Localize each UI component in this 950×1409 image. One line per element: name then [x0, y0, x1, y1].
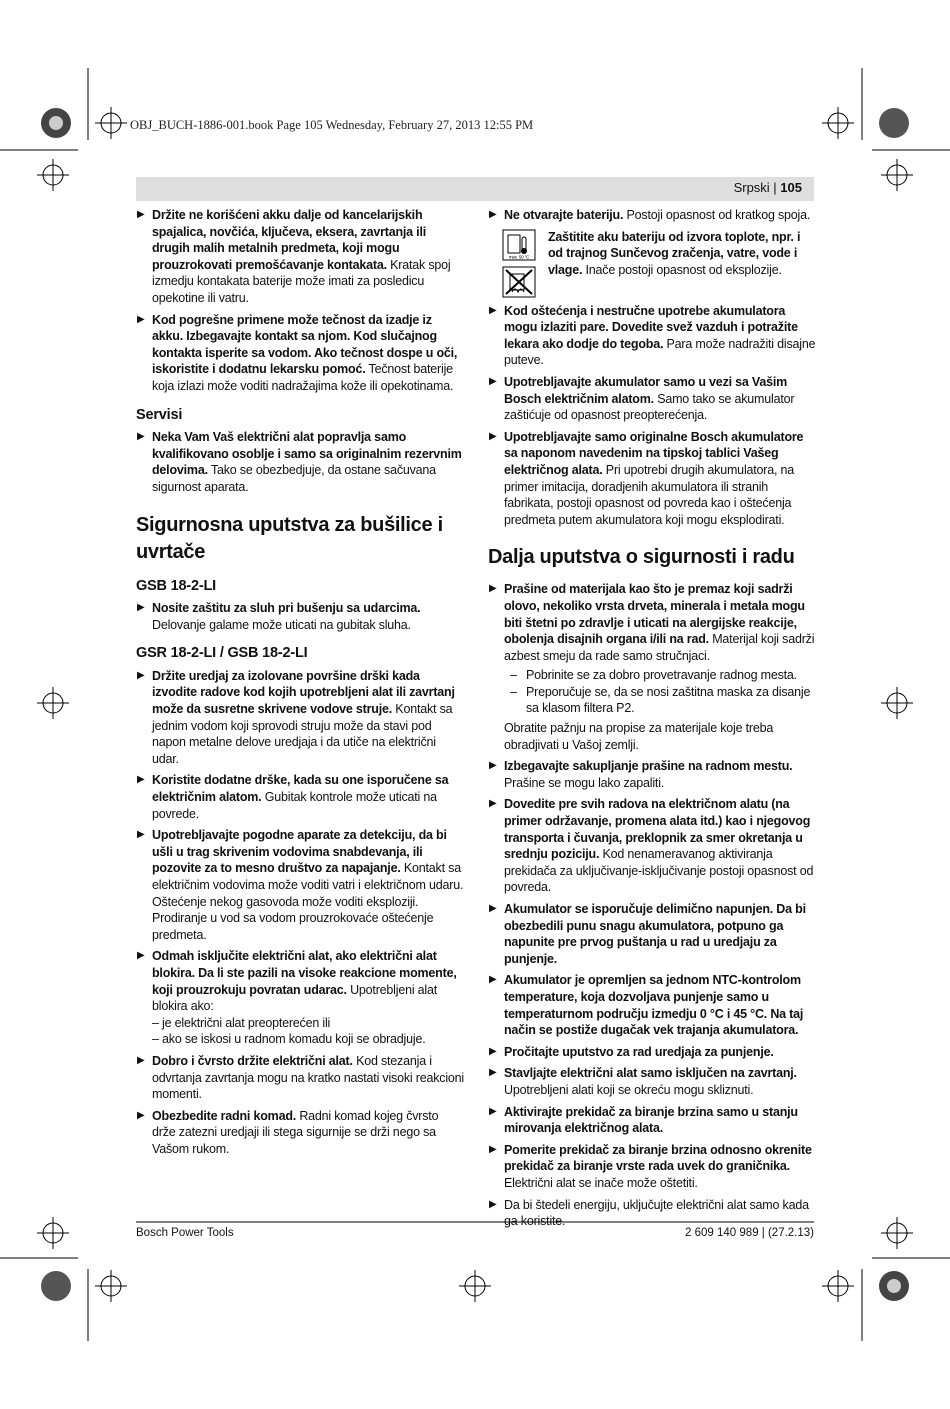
bullet: ▶ Kod pogrešne primene može tečnost da izadje iz akku. Izbegavajte kontakt sa njom. Kod slučajnog kontakta isperite sa vodom. Ako tečnost dospe u oči, iskoristite i dodatnu lekarsku pomoć. Tečnost baterije koja izlazi može voditi nadražajima kože ili opekotinama.: [137, 312, 458, 393]
arrow-icon: ▶: [137, 669, 145, 681]
arrow-icon: ▶: [489, 430, 497, 442]
svg-text:max. 50 °C: max. 50 °C: [508, 254, 530, 260]
arrow-icon: ▶: [137, 313, 145, 325]
page-number: 105: [780, 180, 802, 195]
bullet: ▶ Upotrebljavajte pogodne aparate za detekciju, da bi ušli u trag skrivenim vodovima snabdevanja, ili pozovite za to mesno društvo za napajanje. Kontakt sa električnim vodovima može voditi vatri i električnom udaru. Oštećenje nekog gasovoda može voditi eksploziji. Prodiranje u vod sa vodom prouzrokovaće oštećenje predmeta.: [137, 828, 464, 942]
arrow-icon: ▶: [489, 209, 497, 220]
bullet: ▶ Obezbedite radni komad. Radni komad kojeg čvrsto drže zatezni uredjaji ili stega sigurnije se drži nego sa Vašom rukom.: [137, 1108, 439, 1156]
heading-sigurnosna: Sigurnosna uputstva za bušilice i uvrtače: [136, 513, 443, 563]
bullet: ▶ Izbegavajte sakupljanje prašine na radnom mestu. Prašine se mogu lako zapaliti.: [489, 759, 793, 790]
page-header: [734, 180, 814, 195]
left-column: [136, 207, 464, 1163]
bullet: ▶ Akumulator se isporučuje delimično napunjen. Da bi obezbedili punu snagu akumulatora, potpuno ga napunite pre prvog puštanja u rad u uredjaju za punjenje.: [489, 902, 806, 966]
right-column: [488, 207, 816, 1235]
arrow-icon: ▶: [489, 1143, 497, 1155]
arrow-icon: ▶: [489, 1105, 497, 1117]
bullet: ▶ Pročitajte uputstvo za rad uredjaja za punjenje.: [489, 1044, 774, 1059]
file-slug: OBJ_BUCH-1886-001.book Page 105 Wednesday, February 27, 2013 12:55 PM: [130, 118, 534, 132]
bullet: ▶ Prašine od materijala kao što je premaz koji sadrži olovo, nekoliko vrsta drveta, minerala i metala mogu biti štetni po zdravlje i uticati na alergijske reakcije, obolenja disajnih organa i/ili na rad. Materijal koji sadrži azbest smeju da rade samo stručnjaci.: [489, 582, 815, 663]
heading-gsb: GSB 18-2-LI: [136, 577, 216, 594]
arrow-icon: ▶: [137, 209, 145, 220]
arrow-icon: ▶: [137, 1109, 145, 1121]
warning-block: max. 50 °C Zaštitite aku bateriju od izvora toplote, npr. i od trajnog Sunčevog zračenja, vatre, vode i vlage. Inače postoji opasnost od eksplozije.: [488, 229, 816, 295]
page-header-bar: [136, 177, 814, 201]
footer-left: Bosch Power Tools: [136, 1227, 234, 1239]
note: Obratite pažnju na propise za materijale koje treba obradjivati u Vašoj zemlji.: [504, 721, 774, 752]
footer-right: 2 609 140 989 | (27.2.13): [685, 1227, 814, 1239]
bullet: ▶ Neka Vam Vaš električni alat popravlja samo kvalifikovano osoblje i samo sa originalnim rezervnim delovima. Tako se obezbedjuje, da ostane sačuvana sigurnost aparata.: [137, 430, 462, 494]
bullet: ▶ Dobro i čvrsto držite električni alat. Kod stezanja i odvrtanja zavrtanja mogu na kratko nastati visoki reakcioni momenti.: [137, 1053, 464, 1102]
heading-gsr: GSR 18-2-LI / GSB 18-2-LI: [136, 645, 308, 662]
arrow-icon: ▶: [137, 829, 145, 841]
bullet: ▶ Kod oštećenja i nestručne upotrebe akumulatora mogu izlaziti pare. Dovedite svež vazduh i potražite lekara ako dodje do tegoba. Para može nadražiti disajne puteve.: [489, 303, 816, 368]
bullet: ▶ Držite uredjaj za izolovane površine drški kada izvodite radove kod kojih upotrebljeni alat ili zavrtanj može da susretne skrivene vodove struje. Kontakt sa jednim vodom koji sprovodi struju može da stavi pod napon metalne delove uredjaja i da utiče na električni udar.: [137, 668, 455, 766]
warning-icons: [502, 229, 538, 303]
arrow-icon: ▶: [137, 602, 145, 614]
arrow-icon: ▶: [489, 583, 497, 595]
bullet: ▶ Upotrebljavajte akumulator samo u vezi sa Vašim Bosch električnim alatom. Samo tako se akumulator zaštićuje od opasnost preopterećenja.: [489, 374, 795, 423]
section-name: Srpski |: [733, 180, 781, 195]
heading-servisi: Servisi: [136, 406, 183, 423]
arrow-icon: ▶: [137, 431, 145, 443]
arrow-icon: ▶: [137, 950, 145, 962]
bullet: ▶ Aktivirajte prekidač za biranje brzina samo u stanju mirovanja električnog alata.: [489, 1104, 798, 1136]
arrow-icon: ▶: [137, 1054, 145, 1066]
bullet: ▶ Dovedite pre svih radova na električnom alatu (na primer održavanje, promena alata itd.) kao i njegovog transporta i čuvanja, preklopnik za smer okretanja u srednju poziciju. Kod nenameravanog aktiviranja prekidača za uključivanje-isključivanje postoji opasnost od povreda.: [489, 797, 814, 895]
bullet: ▶ Upotrebljavajte samo originalne Bosch akumulatore sa naponom navedenim na tipskoj tablici Vašeg električnog alata. Pri upotrebi drugih akumulatora, na primer imitacija, doradjenih akumulatora ili stranih fabrikata, postoji opasnost od povreda kao i oštećenja predmeta putem akumulatora koji mogu eksplodirati.: [489, 429, 804, 527]
no-water-fire-icon: [502, 266, 536, 298]
heat-warning-icon: [502, 229, 536, 261]
arrow-icon: ▶: [489, 304, 497, 316]
bullet: ▶ Pomerite prekidač za biranje brzina odnosno okrenite prekidač za biranje vrste rada uvek do graničnika. Električni alat se inače može oštetiti.: [489, 1142, 812, 1190]
bullet: ▶ Držite ne korišćeni akku dalje od kancelarijskih spajalica, novčića, ključeva, eksera, zavrtanja ili drugih malih metalnih predmeta, koji mogu prouzrokovati premošćavanje kontakata. Kratak spoj izmedju kontakata baterije može imati za posledicu opekotine ili vatru.: [137, 208, 451, 305]
arrow-icon: ▶: [137, 774, 145, 786]
arrow-icon: ▶: [489, 903, 497, 914]
arrow-icon: ▶: [489, 375, 497, 387]
bullet: ▶ Odmah isključite električni alat, ako električni alat blokira. Da li ste pazili na visoke reakcione momente, koji prouzrokuju povratan udarac. Upotrebljeni alat blokira ako: – je električni alat preopterećen ili – ako se iskosi u radnom komadu koji se obradjuje.: [137, 949, 457, 1047]
heading-dalja: Dalja uputstva o sigurnosti i radu: [488, 546, 795, 569]
arrow-icon: ▶: [489, 1045, 497, 1057]
bullet: ▶ Nosite zaštitu za sluh pri bušenju sa udarcima. Delovanje galame može uticati na gubitak sluha.: [137, 601, 421, 632]
bullet: ▶ Koristite dodatne drške, kada su one isporučene sa električnim alatom. Gubitak kontrole može uticati na povrede.: [137, 773, 449, 821]
bullet: ▶ Stavljajte električni alat samo isključen na zavrtanj. Upotrebljeni alati koji se okreću mogu skliznuti.: [489, 1066, 797, 1097]
arrow-icon: ▶: [489, 760, 497, 772]
dash-item: – Preporučuje se, da se nosi zaštitna maska za disanje sa klasom filtera P2.: [510, 684, 811, 716]
arrow-icon: ▶: [489, 1067, 497, 1079]
arrow-icon: ▶: [489, 1198, 497, 1210]
bullet: ▶ Ne otvarajte bateriju. Postoji opasnost od kratkog spoja.: [489, 208, 811, 222]
dash-item: – Pobrinite se za dobro provetravanje radnog mesta.: [510, 668, 797, 683]
arrow-icon: ▶: [489, 798, 497, 810]
bullet: ▶ Akumulator je opremljen sa jednom NTC-kontrolom temperature, koja dozvoljava punjenje samo u temperaturnom području izmedju 0 °C i 45 °C. Na taj način se postiže dugačak vek trajanja akumulatora.: [489, 973, 804, 1038]
bullet: ▶ Da bi štedeli energiju, uključujte električni alat samo kada ga koristite.: [489, 1197, 809, 1229]
arrow-icon: ▶: [489, 974, 497, 986]
